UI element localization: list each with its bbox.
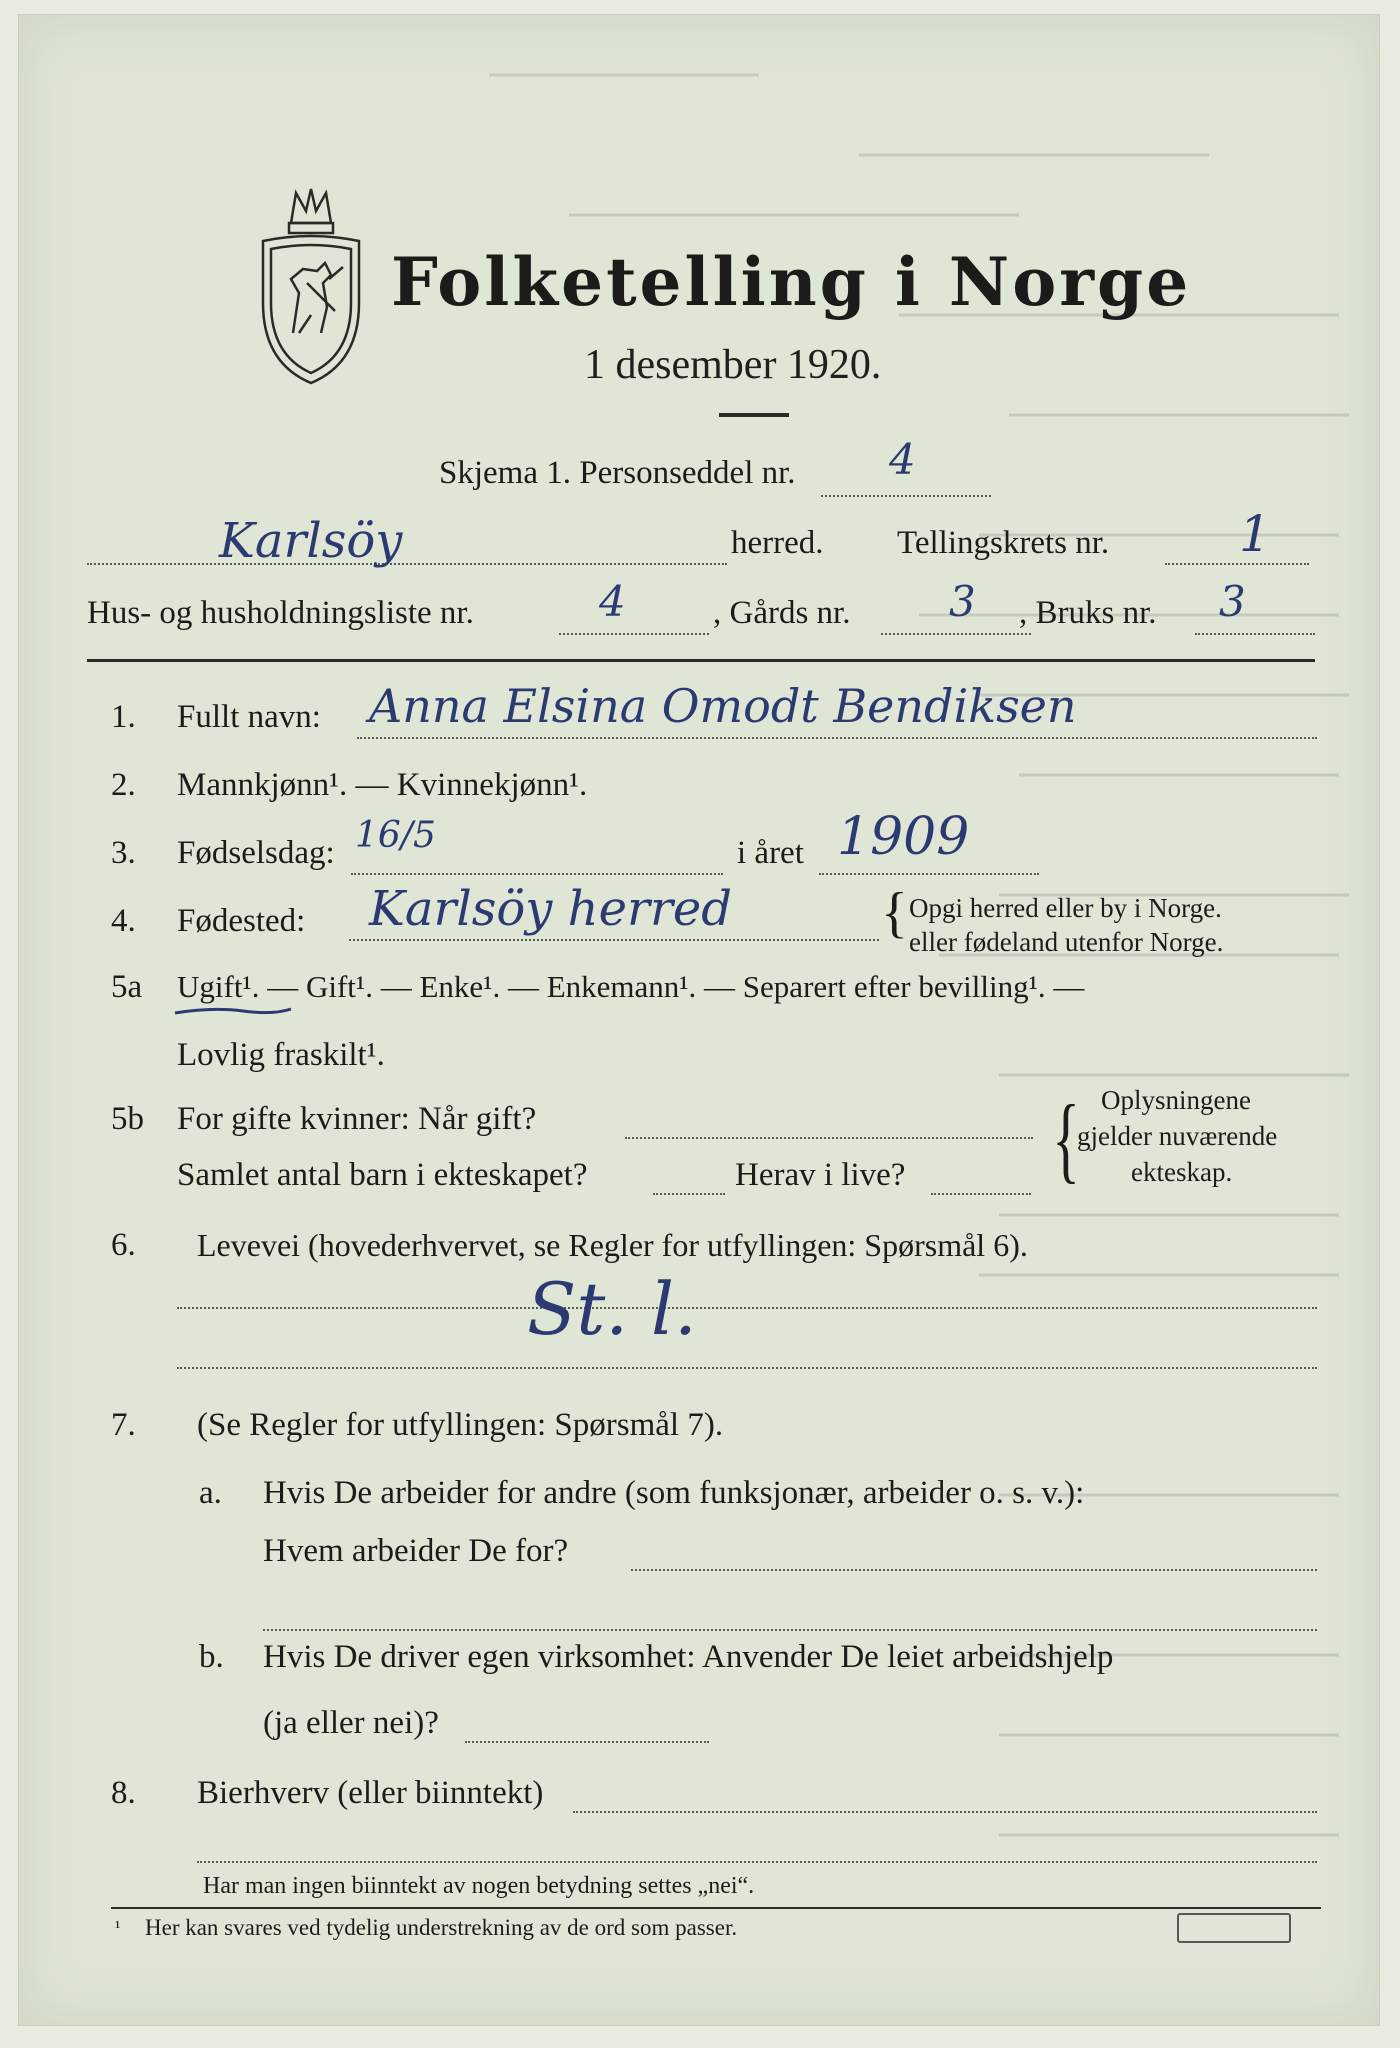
footnote-divider xyxy=(111,1907,1321,1909)
q8-note: Har man ingen biinntekt av nogen betydning settes „nei“. xyxy=(203,1873,755,1899)
birthplace-value[interactable]: Karlsöy herred xyxy=(369,881,733,937)
q2-label: Mannkjønn¹. — Kvinnekjønn¹. xyxy=(177,767,588,803)
q6-line-1 xyxy=(177,1307,1317,1309)
q4-brace: { xyxy=(881,882,908,944)
q6-number: 6. xyxy=(111,1227,136,1263)
herred-label: herred. xyxy=(731,525,824,561)
q8-line-2 xyxy=(197,1861,1317,1863)
q4-note-1: Opgi herred eller by i Norge. xyxy=(909,893,1222,923)
form-title: Folketelling i Norge xyxy=(391,243,1192,321)
q5b-note-2: gjelder nuværende xyxy=(1077,1121,1278,1151)
q3-label: Fødselsdag: xyxy=(177,835,335,871)
skjema-label: Skjema 1. Personseddel nr. xyxy=(439,455,796,491)
q7a-label: Hvis De arbeider for andre (som funksjonær, arbeider o. s. v.): xyxy=(263,1475,1085,1511)
personseddel-nr-value[interactable]: 4 xyxy=(889,435,916,484)
norwegian-lion-coat-of-arms-icon xyxy=(251,183,371,393)
header-divider xyxy=(87,659,1315,662)
q7-number: 7. xyxy=(111,1407,136,1443)
q6-label: Levevei (hovederhvervet, se Regler for utfyllingen: Spørsmål 6). xyxy=(197,1227,1028,1263)
q5b-line-married xyxy=(625,1137,1033,1139)
tellingskrets-nr-value[interactable]: 1 xyxy=(1239,505,1271,563)
q4-number: 4. xyxy=(111,903,136,939)
q7a-line-1 xyxy=(631,1569,1317,1571)
q5b-line-alive xyxy=(931,1193,1031,1195)
q3-year-line xyxy=(819,873,1039,875)
husliste-line xyxy=(559,633,709,635)
tellingskrets-line xyxy=(1165,563,1309,565)
q1-number: 1. xyxy=(111,699,136,735)
herred-value[interactable]: Karlsöy xyxy=(219,513,403,569)
q5a-label: Ugift¹. — Gift¹. — Enke¹. — Enkemann¹. — Separert efter bevilling¹. — xyxy=(177,969,1085,1004)
q7b-line xyxy=(465,1741,709,1743)
tellingskrets-label: Tellingskrets nr. xyxy=(897,525,1110,561)
q3-year-label: i året xyxy=(737,835,804,871)
q7a-label-2: Hvem arbeider De for? xyxy=(263,1533,569,1569)
birth-year-value[interactable]: 1909 xyxy=(837,807,970,867)
q8-label: Bierhverv (eller biinntekt) xyxy=(197,1775,544,1811)
q1-line xyxy=(357,737,1317,739)
gards-nr-value[interactable]: 3 xyxy=(949,577,976,626)
q7b-number: b. xyxy=(199,1639,224,1675)
occupation-value[interactable]: St. l. xyxy=(527,1267,697,1351)
bruks-label: , Bruks nr. xyxy=(1019,595,1157,631)
q5b-line-children xyxy=(653,1193,725,1195)
q5a-label-2: Lovlig fraskilt¹. xyxy=(177,1037,385,1073)
q5a-number: 5a xyxy=(111,969,143,1005)
title-underline xyxy=(719,413,789,417)
herred-line xyxy=(87,563,727,565)
q5b-label-2: Samlet antal barn i ekteskapet? xyxy=(177,1157,588,1193)
birthday-value[interactable]: 16/5 xyxy=(355,815,436,856)
husliste-label: Hus- og husholdningsliste nr. xyxy=(87,595,474,631)
q4-line xyxy=(349,939,879,941)
q8-line-1 xyxy=(573,1811,1317,1813)
q7b-label-2: (ja eller nei)? xyxy=(263,1705,439,1741)
q3-day-line xyxy=(351,873,723,875)
q5b-label: For gifte kvinner: Når gift? xyxy=(177,1101,537,1137)
q7b-label: Hvis De driver egen virksomhet: Anvender De leiet arbeidshjelp xyxy=(263,1639,1114,1675)
q7a-number: a. xyxy=(199,1475,222,1511)
q5b-number: 5b xyxy=(111,1101,144,1137)
gards-label: , Gårds nr. xyxy=(713,595,851,631)
q5b-brace: { xyxy=(1052,1085,1080,1192)
q3-number: 3. xyxy=(111,835,136,871)
census-form-page xyxy=(18,14,1380,2026)
footnote-text: Her kan svares ved tydelig understrekning av de ord som passer. xyxy=(145,1915,738,1940)
q4-label: Fødested: xyxy=(177,903,306,939)
q4-note-2: eller fødeland utenfor Norge. xyxy=(909,927,1224,957)
gards-line xyxy=(881,633,1031,635)
census-date: 1 desember 1920. xyxy=(584,342,882,388)
personseddel-line xyxy=(821,495,991,497)
full-name-value[interactable]: Anna Elsina Omodt Bendiksen xyxy=(369,679,1077,733)
printer-stamp xyxy=(1177,1913,1291,1943)
bruks-nr-value[interactable]: 3 xyxy=(1219,577,1246,626)
husliste-nr-value[interactable]: 4 xyxy=(599,577,626,626)
q5b-label-3: Herav i live? xyxy=(735,1157,906,1193)
bruks-line xyxy=(1195,633,1315,635)
q2-number: 2. xyxy=(111,767,136,803)
q7-label: (Se Regler for utfyllingen: Spørsmål 7). xyxy=(197,1407,724,1443)
q8-number: 8. xyxy=(111,1775,136,1811)
q1-label: Fullt navn: xyxy=(177,699,321,735)
footnote-marker: ¹ xyxy=(115,1917,121,1937)
ugift-underline xyxy=(173,1003,293,1019)
q5b-note-3: ekteskap. xyxy=(1131,1157,1233,1187)
q5b-note-1: Oplysningene xyxy=(1101,1085,1251,1115)
q6-line-2 xyxy=(177,1367,1317,1369)
q7a-line-2 xyxy=(263,1629,1317,1631)
